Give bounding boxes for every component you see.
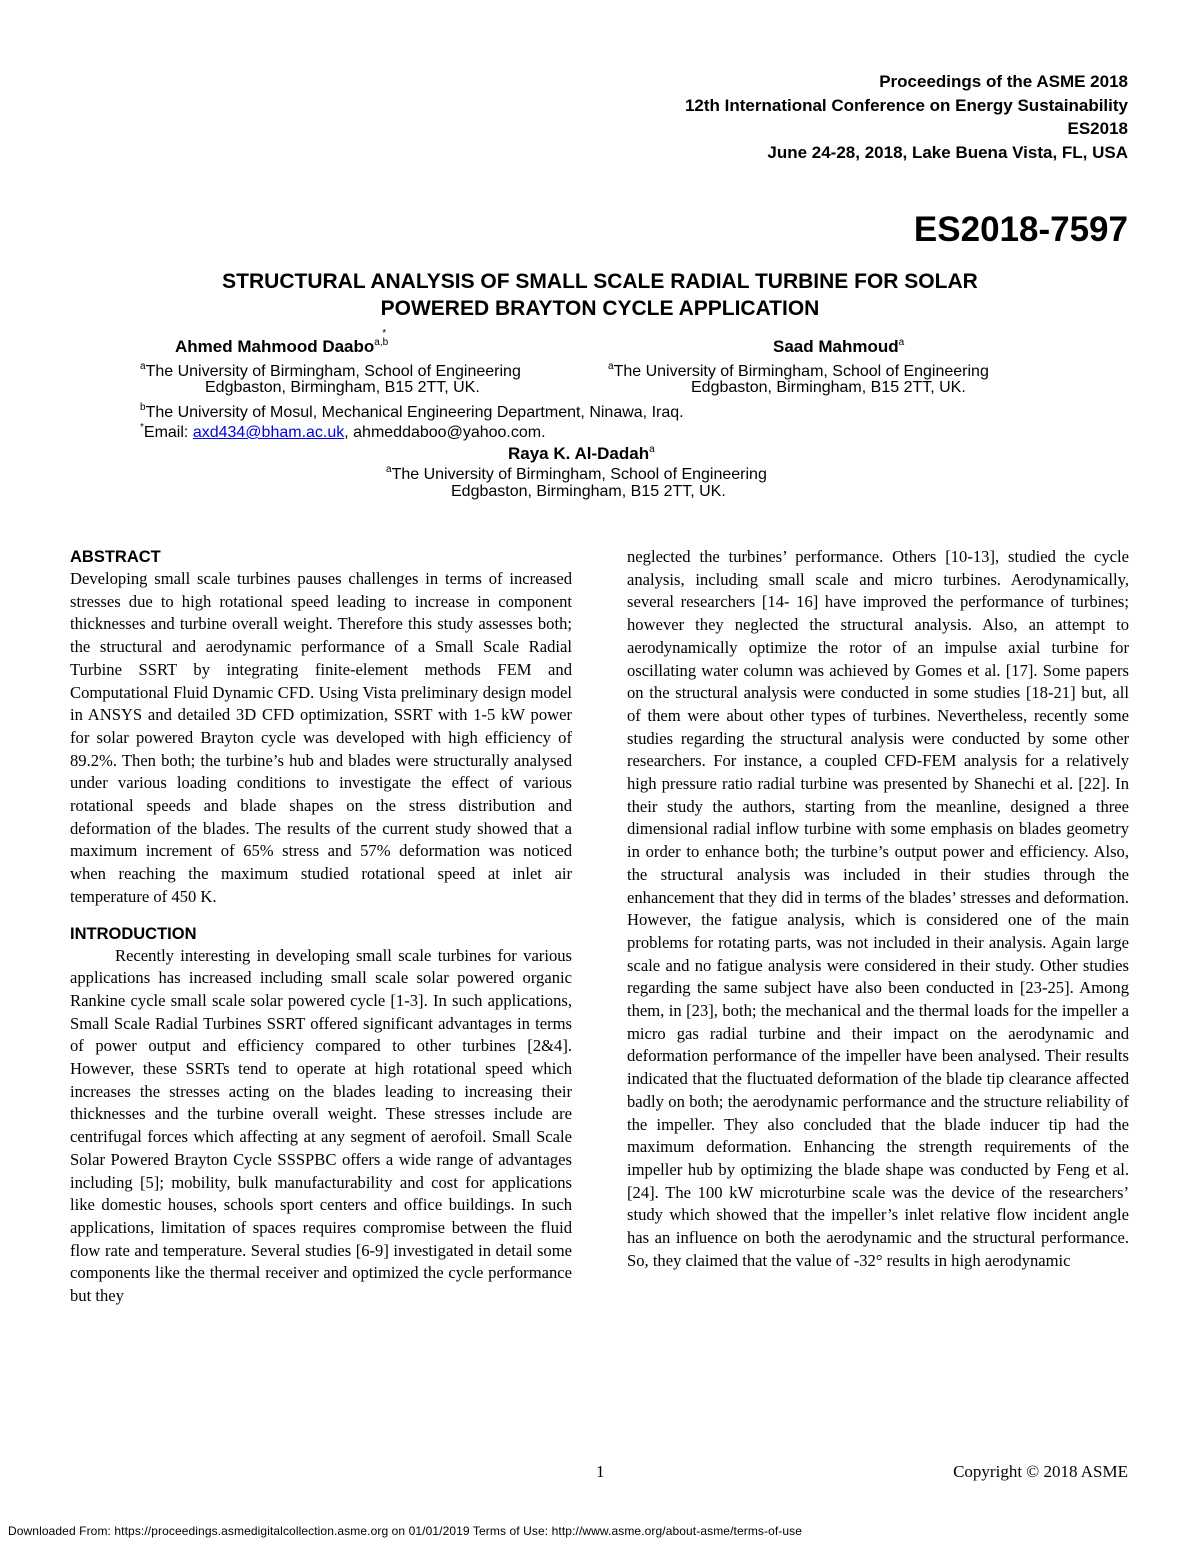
author-1-corresponding-mark: * bbox=[382, 328, 387, 339]
paper-title bbox=[100, 268, 1100, 322]
author-1-affiliation-a-address: Edgbaston, Birmingham, B15 2TT, UK. bbox=[205, 379, 480, 396]
author-3-sup: a bbox=[649, 444, 655, 455]
author-2-affiliation-address: Edgbaston, Birmingham, B15 2TT, UK. bbox=[691, 379, 966, 396]
right-column bbox=[627, 546, 1129, 1273]
email-rest: , ahmeddaboo@yahoo.com. bbox=[344, 424, 546, 441]
left-column bbox=[70, 546, 572, 1308]
aff-line: The University of Birmingham, School of Engineering bbox=[613, 363, 989, 380]
title-line-2: POWERED BRAYTON CYCLE APPLICATION bbox=[380, 297, 820, 320]
author-2-sup: a bbox=[898, 337, 905, 348]
author-2-name bbox=[773, 333, 904, 357]
aff-line: The University of Birmingham, School of Engineering bbox=[391, 466, 767, 483]
introduction-text-left: Recently interesting in developing small scale turbines for various applications has increased including small scale solar powered organic Rankine cycle small scale solar powered cycle [1-3]. In such applications, Small Scale Radial Turbines SSRT offered significant advantages in terms of power output and efficiency compared to other turbines [2&4]. However, these SSRTs tend to operate at high rotational speed which increases the stresses acting on the blades leading to increasing their thicknesses and the turbine overall weight. These stresses include are centrifugal forces which affecting at any segment of aerofoil. Small Scale Solar Powered Brayton Cycle SSSPBC offers a wide range of advantages including [5]; mobility, bulk manufacturability and cost for applications like domestic houses, schools sport centers and office buildings. In such applications, limitation of spaces requires compromise between the fluid flow rate and temperature. Several studies [6-9] investigated in detail some components like the thermal receiver and optimized the cycle performance but they bbox=[70, 945, 572, 1306]
introduction-text-right: neglected the turbines’ performance. Others [10-13], studied the cycle analysis, including small scale and micro turbines. Aerodynamically, several researchers [14- 16] have improved the performance of turbines; however they neglected the structural analysis. Also, an attempt to aerodynamically optimize the rotor of an impulse axial turbine for oscillating water column was achieved by Gomes et al. [17]. Some papers on the structural analysis were conducted in some studies [18-21] but, all of them were about other types of turbines. Nevertheless, recently some studies regarding the structural analysis were conducted by some other researchers. For instance, a coupled CFD-FEM analysis for a relatively high pressure ratio radial turbine was presented by Shanechi et al. [22]. In their study the authors, starting from the meanline, designed a three dimensional radial inflow turbine with some emphasis on blades geometry in order to enhance both; the turbine’s output power and efficiency. Also, the structural analysis was included in their studies through the enhancement that they did in terms of the blades’ stresses and deformation. However, the fatigue analysis, which is considered one of the main problems for rotating parts, was not included in their analysis. Again large scale and no fatigue analysis were considered in their study. Other studies regarding the same subject have also been conducted in [23-25]. Among them, in [23], both; the mechanical and the thermal loads for the impeller a micro gas radial turbine and their impact on the aerodynamic and deformation performance of the impeller have been analysed. Their results indicated that the fluctuated deformation of the blade tip clearance affected badly on both; the aerodynamic performance and the structure reliability of the impeller. They also concluded that the blade inducer tip had the maximum deformation. Enhancing the strength requirements of the impeller hub by optimizing the blade shape was conducted by Feng et al. [24]. The 100 kW microturbine scale was the device of the researchers’ study which showed that the impeller’s inlet relative flow incident angle has an influence on both the aerodynamic and the structural performance. So, they claimed that the value of -32° results in high aerodynamic bbox=[627, 547, 1129, 1270]
author-1-email bbox=[140, 418, 546, 444]
page-number: 1 bbox=[596, 1462, 605, 1481]
author-1-name-text: Ahmed Mahmood Daabo bbox=[175, 337, 375, 356]
aff-mark: b bbox=[140, 402, 146, 413]
paper-id: ES2018-7597 bbox=[913, 210, 1128, 249]
download-notice: Downloaded From: https://proceedings.asmedigitalcollection.asme.org on 01/01/2019 Terms of Use: http://www.asme.org/about-asme/terms-of-use bbox=[8, 1524, 803, 1538]
author-3-affiliation-address: Edgbaston, Birmingham, B15 2TT, UK. bbox=[451, 483, 726, 500]
aff-line: The University of Mosul, Mechanical Engineering Department, Ninawa, Iraq. bbox=[145, 404, 684, 421]
abstract-text: Developing small scale turbines pauses challenges in terms of increased stresses due to high rotational speed leading to increase in component thicknesses and turbine overall weight. Therefore this study assesses both; the structural and aerodynamic performance of a Small Scale Radial Turbine SSRT by integrating finite-element methods FEM and Computational Fluid Dynamic CFD. Using Vista preliminary design model in ANSYS and detailed 3D CFD optimization, SSRT with 1-5 kW power for solar powered Brayton cycle was developed with high efficiency of 89.2%. Then both; the turbine’s hub and blades were structurally analysed under various loading conditions to investigate the effect of various rotational speeds and blade shapes on the stress distribution and deformation of the blades. The results of the current study showed that a maximum increment of 65% stress and 57% deformation was noticed when reaching the maximum studied rotational speed at inlet air temperature of 450 K. bbox=[70, 569, 572, 906]
author-3-name-text: Raya K. Al-Dadah bbox=[508, 444, 650, 463]
header-line-conference: 12th International Conference on Energy Sustainability bbox=[684, 95, 1128, 115]
title-line-1: STRUCTURAL ANALYSIS OF SMALL SCALE RADIAL TURBINE FOR SOLAR bbox=[222, 270, 978, 293]
aff-mark: a bbox=[386, 464, 392, 475]
author-1-name bbox=[175, 328, 392, 357]
abstract-heading: ABSTRACT bbox=[70, 548, 161, 566]
header-line-date-location: June 24-28, 2018, Lake Buena Vista, FL, USA bbox=[767, 142, 1128, 162]
header-line-proceedings: Proceedings of the ASME 2018 bbox=[879, 72, 1128, 91]
aff-mark: a bbox=[140, 361, 146, 372]
author-2-name-text: Saad Mahmoud bbox=[773, 337, 899, 356]
author-1-sup: a,b bbox=[374, 337, 389, 348]
email-link[interactable]: axd434@bham.ac.uk bbox=[192, 424, 345, 441]
aff-mark: a bbox=[608, 361, 614, 372]
aff-line: The University of Birmingham, School of Engineering bbox=[145, 363, 521, 380]
copyright-notice: Copyright © 2018 ASME bbox=[953, 1462, 1128, 1481]
header-line-code: ES2018 bbox=[1067, 119, 1128, 138]
email-mark: * bbox=[140, 422, 144, 433]
email-label: Email: bbox=[143, 424, 193, 441]
conference-header bbox=[685, 70, 1128, 164]
introduction-heading: INTRODUCTION bbox=[70, 924, 197, 943]
